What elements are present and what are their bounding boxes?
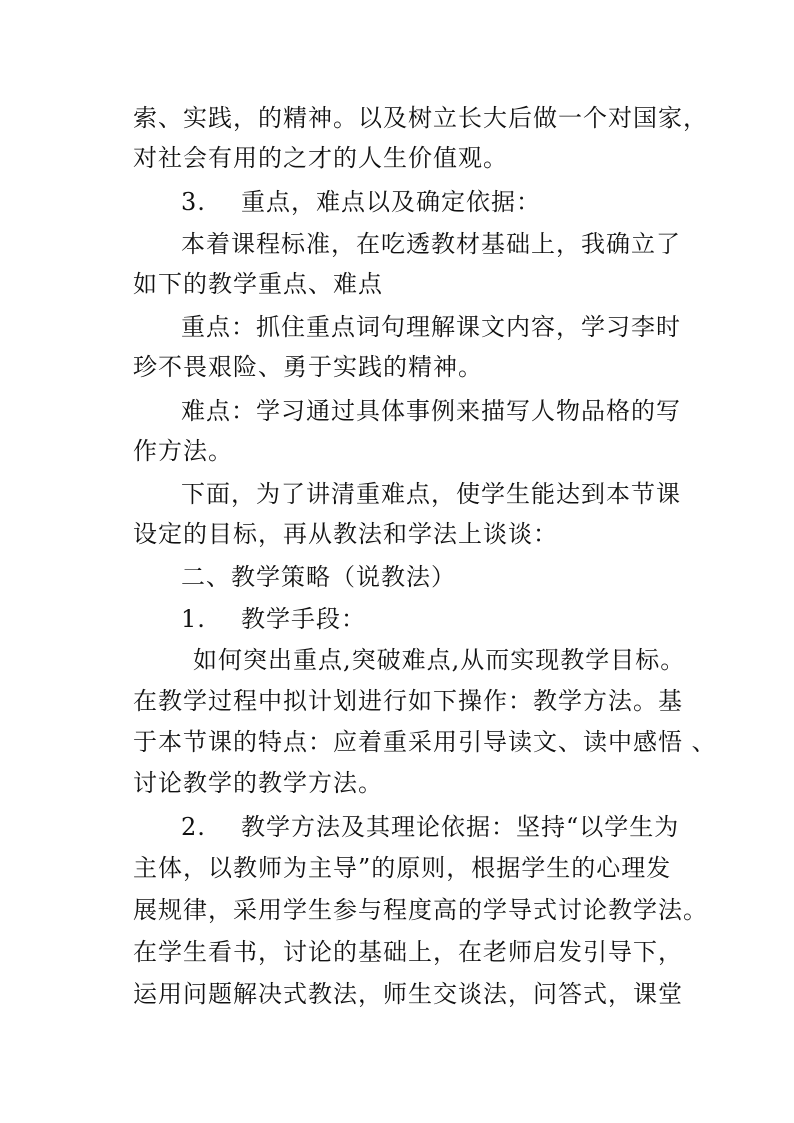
item-text: 教学方法及其理论依据：坚持“以学生为 [241,813,680,841]
paragraph-line: 讨论教学的教学方法。 [133,769,383,797]
paragraph-line: 本着课程标准，在吃透教材基础上，我确立了 [181,230,681,258]
paragraph-line: 展规律，采用学生参与程度高的学导式讨论教学法。 [133,896,708,924]
numbered-paragraph [181,812,679,842]
paragraph-line: 索、实践，的精神。以及树立长大后做一个对国家， [133,104,708,132]
paragraph-line: 在学生看书，讨论的基础上，在老师启发引导下， [133,938,683,966]
paragraph-line: 主体，以教师为主导”的原则，根据学生的心理发 [133,854,672,882]
item-number: 2. [181,813,206,841]
paragraph-line: 如何突出重点,突破难点,从而实现教学目标。 [193,646,686,674]
paragraph-line: 重点：抓住重点词句理解课文内容，学习李时 [181,313,681,341]
section-heading: 二、教学策略（说教法） [181,563,456,591]
paragraph-line: 在教学过程中拟计划进行如下操作：教学方法。基 [133,687,683,715]
paragraph-line: 对社会有用的之才的人生价值观。 [133,144,508,172]
numbered-heading [181,604,366,634]
item-number: 3. [181,188,206,216]
paragraph-line: 下面，为了讲清重难点，使学生能达到本节课 [181,480,681,508]
paragraph-line: 运用问题解决式教法，师生交谈法，问答式，课堂 [133,980,683,1008]
numbered-heading [181,187,541,217]
paragraph-line: 难点：学习通过具体事例来描写人物品格的写 [181,397,681,425]
paragraph-line: 设定的目标，再从教法和学法上谈谈： [133,520,558,548]
paragraph-line: 作方法。 [133,437,233,465]
paragraph-line: 如下的教学重点、难点 [133,270,383,298]
paragraph-line: 珍不畏艰险、勇于实践的精神。 [133,353,483,381]
item-text: 教学手段： [241,605,366,633]
item-text: 重点，难点以及确定依据： [241,188,541,216]
item-number: 1. [181,605,206,633]
paragraph-line: 于本节课的特点：应着重采用引导读文、读中感悟 、 [133,728,717,756]
